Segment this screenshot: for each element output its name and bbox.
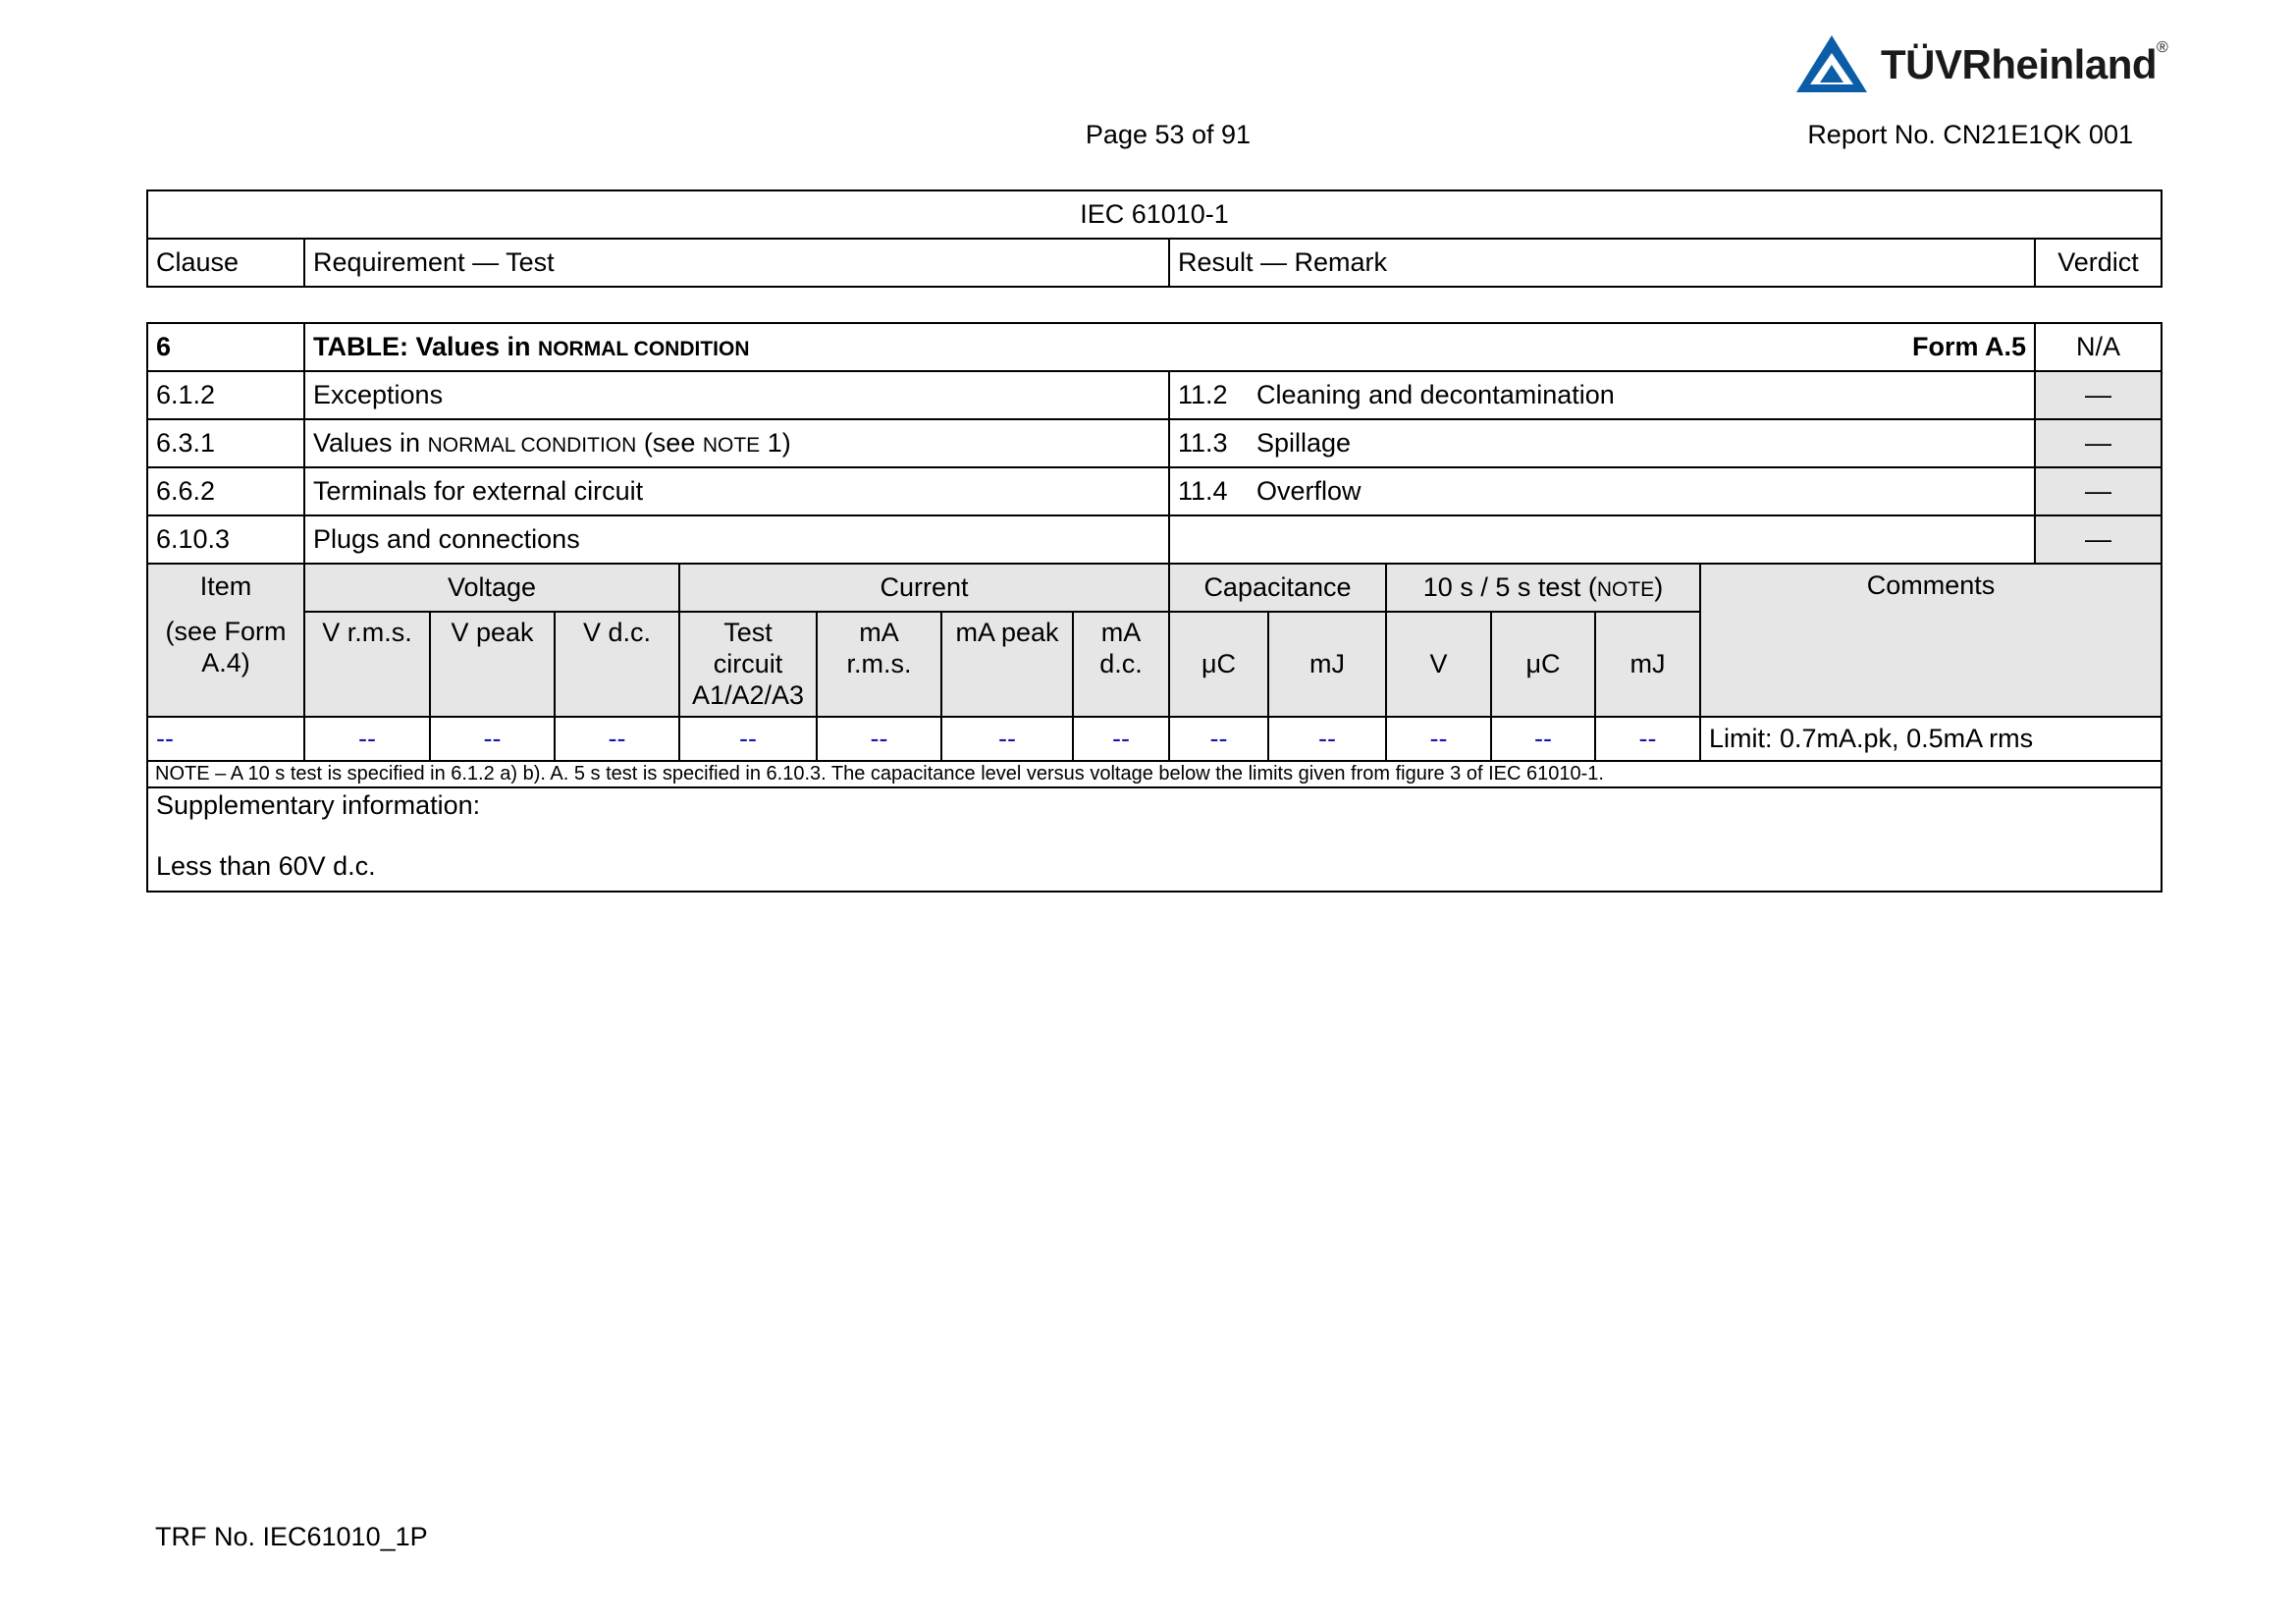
supplementary-label: Supplementary information: (156, 790, 481, 820)
data-cell: -- (1268, 717, 1386, 761)
data-cell: -- (147, 717, 304, 761)
item-header (147, 564, 304, 717)
clause-header-table (146, 189, 2163, 288)
ref-text: Spillage (1256, 428, 1352, 458)
supplementary-cell (147, 787, 2162, 892)
row-reference (1169, 419, 2035, 467)
comments-header: Comments (1700, 564, 2162, 717)
sub-header: mJ (1595, 612, 1700, 717)
test-sc: NOTE (1596, 578, 1655, 601)
col-verdict: Verdict (2035, 239, 2162, 287)
col-requirement: Requirement — Test (304, 239, 1169, 287)
table-title-sc: NORMAL CONDITION (538, 338, 750, 360)
data-cell: -- (304, 717, 430, 761)
col-result: Result — Remark (1169, 239, 2035, 287)
sub-header: μC (1491, 612, 1595, 717)
table-row (147, 515, 2162, 564)
sub-header: V d.c. (555, 612, 679, 717)
data-cell: -- (1386, 717, 1491, 761)
tuv-rheinland-logo (1794, 31, 2168, 100)
data-cell: -- (430, 717, 555, 761)
table-row (147, 419, 2162, 467)
trf-number: TRF No. IEC61010_1P (155, 1522, 428, 1551)
data-cell: -- (1595, 717, 1700, 761)
supplementary-text: Less than 60V d.c. (156, 851, 376, 881)
data-cell: -- (941, 717, 1073, 761)
row-reference (1169, 371, 2035, 419)
test-text: ) (1654, 572, 1664, 602)
table-title-prefix: TABLE: Values in (313, 332, 539, 361)
sub-header: mJ (1268, 612, 1386, 717)
sub-header: Test circuit A1/A2/A3 (679, 612, 817, 717)
standard-title: IEC 61010-1 (147, 190, 2162, 239)
row-verdict: — (2035, 419, 2162, 467)
item-label: Item (199, 571, 252, 601)
row-verdict: — (2035, 515, 2162, 564)
values-normal-condition-table (146, 322, 2163, 893)
ref-number: 11.2 (1178, 380, 1228, 409)
sub-header: mA peak (941, 612, 1073, 717)
voltage-header: Voltage (304, 564, 679, 612)
data-cell: -- (1073, 717, 1169, 761)
current-header: Current (679, 564, 1169, 612)
table-row (147, 467, 2162, 515)
row-requirement: Plugs and connections (304, 515, 1169, 564)
row-verdict: — (2035, 467, 2162, 515)
report-number: Report No. CN21E1QK 001 (1807, 120, 2133, 149)
sub-header: V (1386, 612, 1491, 717)
row-reference (1169, 515, 2035, 564)
row-verdict: — (2035, 371, 2162, 419)
req-sc: NOTE (702, 434, 761, 457)
table-title-row (147, 323, 2162, 371)
table-verdict: N/A (2035, 323, 2162, 371)
test-header (1386, 564, 1700, 612)
sub-header: V peak (430, 612, 555, 717)
table-title (304, 323, 2035, 371)
sub-header: μC (1169, 612, 1268, 717)
req-text: (see (636, 428, 703, 458)
table-clause: 6 (147, 323, 304, 371)
row-requirement: Terminals for external circuit (304, 467, 1169, 515)
ref-text: Overflow (1256, 476, 1362, 506)
row-clause: 6.10.3 (147, 515, 304, 564)
test-text: 10 s / 5 s test ( (1422, 572, 1597, 602)
data-cell: -- (1169, 717, 1268, 761)
page-number: Page 53 of 91 (1085, 120, 1252, 149)
ref-text: Cleaning and decontamination (1256, 380, 1615, 409)
data-cell: -- (555, 717, 679, 761)
data-row (147, 717, 2162, 761)
ref-number: 11.3 (1178, 428, 1228, 458)
capacitance-header: Capacitance (1169, 564, 1386, 612)
group-header-row (147, 564, 2162, 612)
table-row (147, 371, 2162, 419)
col-clause: Clause (147, 239, 304, 287)
sub-header: V r.m.s. (304, 612, 430, 717)
data-comment: Limit: 0.7mA.pk, 0.5mA rms (1700, 717, 2162, 761)
table-note: NOTE – A 10 s test is specified in 6.1.2 a) b). A. 5 s test is specified in 6.10.3. The capacitance level versus voltage below the limits given from figure 3 of IEC 61010-1. (147, 761, 2162, 787)
item-sub: (see Form A.4) (165, 617, 287, 677)
data-cell: -- (1491, 717, 1595, 761)
data-cell: -- (817, 717, 941, 761)
row-requirement: Exceptions (304, 371, 1169, 419)
data-cell: -- (679, 717, 817, 761)
sub-header: mA d.c. (1073, 612, 1169, 717)
row-clause: 6.1.2 (147, 371, 304, 419)
logo-text (1881, 41, 2167, 88)
form-label: Form A.5 (1911, 332, 2026, 361)
supplementary-row (147, 787, 2162, 892)
ref-number: 11.4 (1178, 476, 1228, 506)
registered-mark: ® (2157, 39, 2168, 56)
row-clause: 6.3.1 (147, 419, 304, 467)
req-text: Values in (313, 428, 428, 458)
req-text: 1) (760, 428, 791, 458)
logo-wordmark: TÜVRheinland (1881, 41, 2158, 87)
row-clause: 6.6.2 (147, 467, 304, 515)
note-row (147, 761, 2162, 787)
sub-header: mA r.m.s. (817, 612, 941, 717)
req-sc: NORMAL CONDITION (427, 434, 637, 457)
row-requirement (304, 419, 1169, 467)
triangle-logo-icon (1794, 31, 1869, 96)
row-reference (1169, 467, 2035, 515)
